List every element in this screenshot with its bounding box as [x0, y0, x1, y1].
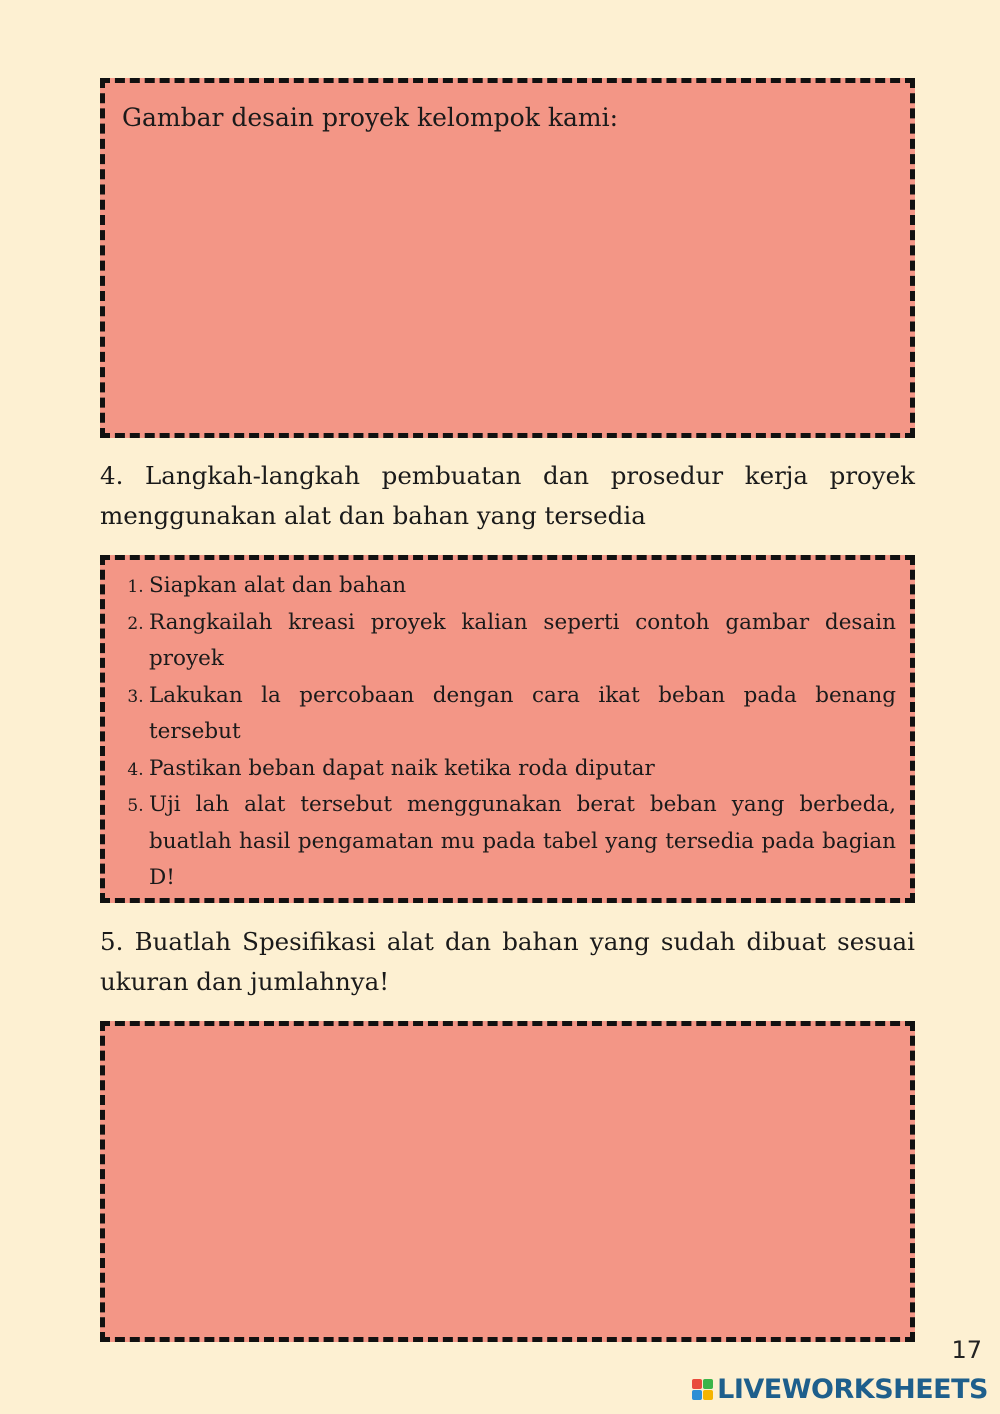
question-5	[100, 922, 915, 1002]
steps-list	[105, 568, 896, 897]
logo-square-2	[703, 1379, 713, 1389]
specification-answer-box[interactable]	[100, 1021, 915, 1342]
step-item-3: 3. Lakukan la percobaan dengan cara ikat beban pada benang tersebut	[149, 678, 896, 751]
question-4-text: Langkah-langkah pembuatan dan prosedur kerja proyek menggunakan alat dan bahan yang tersedia	[100, 461, 915, 530]
logo-square-3	[692, 1390, 702, 1400]
design-box-title: Gambar desain proyek kelompok kami:	[122, 103, 619, 132]
liveworksheets-brand	[692, 1374, 988, 1405]
step-item-2: 2. Rangkailah kreasi proyek kalian seperti contoh gambar desain proyek	[149, 605, 896, 678]
steps-box	[100, 555, 915, 903]
design-drawing-box[interactable]	[100, 78, 915, 438]
logo-square-4	[703, 1390, 713, 1400]
step-item-1: 1. Siapkan alat dan bahan	[149, 568, 896, 605]
brand-name: LIVEWORKSHEETS	[717, 1374, 988, 1405]
step-item-4: 4. Pastikan beban dapat naik ketika roda diputar	[149, 751, 896, 788]
question-5-text: Buatlah Spesifikasi alat dan bahan yang sudah dibuat sesuai ukuran dan jumlahnya!	[100, 927, 915, 996]
liveworksheets-logo-icon	[692, 1379, 713, 1400]
logo-square-1	[692, 1379, 702, 1389]
page-number: 17	[951, 1336, 982, 1364]
question-5-number: 5.	[100, 927, 124, 956]
step-item-5: 5. Uji lah alat tersebut menggunakan berat beban yang berbeda, buatlah hasil pengamatan mu pada tabel yang tersedia pada bagian D!	[149, 787, 896, 897]
question-4-number: 4.	[100, 461, 124, 490]
question-4	[100, 456, 915, 536]
